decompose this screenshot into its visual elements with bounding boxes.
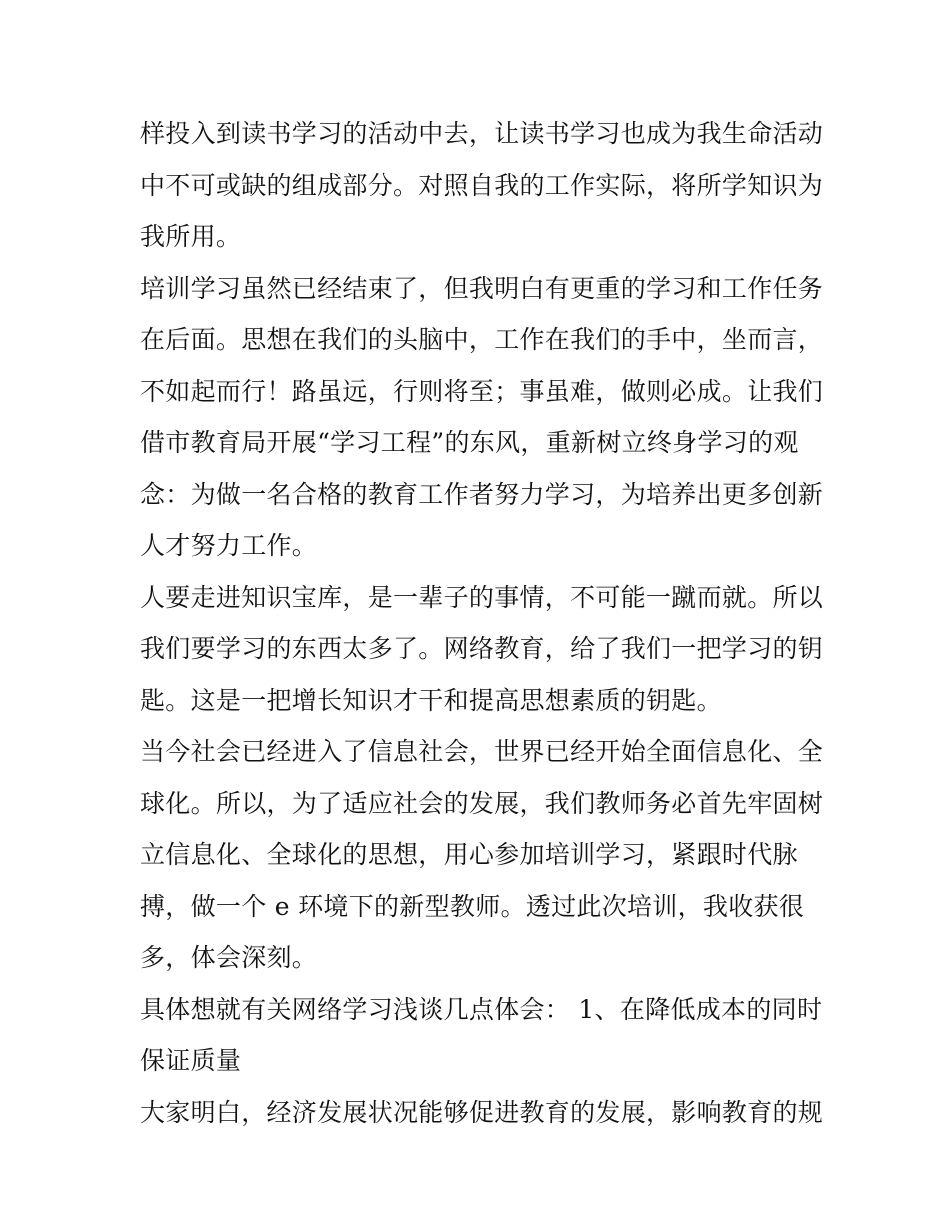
- text-line: 具体想就有关网络学习浅谈几点体会： 1、在降低成本的同时: [140, 994, 823, 1024]
- text-line: 当今社会已经进入了信息社会，世界已经开始全面信息化、全: [140, 737, 824, 766]
- text-line: 人要走进知识宝库，是一辈子的事情，不可能一蹴而就。所以: [140, 582, 824, 612]
- text-line: 培训学习虽然已经结束了，但我明白有更重的学习和工作任务: [140, 273, 824, 303]
- text-line: 念：为做一名合格的教育工作者努力学习，为培养出更多创新: [140, 479, 824, 509]
- paragraph-5: [140, 984, 823, 1087]
- paragraph-6: [140, 1087, 824, 1139]
- text-line: 我们要学习的东西太多了。网络教育，给了我们一把学习的钥: [140, 634, 824, 663]
- text-line: 中不可或缺的组成部分。对照自我的工作实际，将所学知识为: [140, 170, 824, 200]
- text-line: 不如起而行！路虽远，行则将至；事虽难，做则必成。让我们: [140, 376, 824, 406]
- text-line: 多，体会深刻。: [140, 943, 318, 972]
- text-line: 借市教育局开展“学习工程”的东风，重新树立终身学习的观: [140, 428, 799, 457]
- text-line: 匙。这是一把增长知识才干和提高思想素质的钥匙。: [140, 685, 722, 715]
- text-line: 我所用。: [140, 222, 242, 251]
- paragraph-1: [140, 108, 824, 263]
- text-line: 人才努力工作。: [140, 531, 318, 560]
- text-line: 保证质量: [140, 1046, 242, 1075]
- paragraph-3: [140, 572, 824, 727]
- text-line: 立信息化、全球化的思想，用心参加培训学习，紧跟时代脉: [140, 840, 798, 869]
- text-line: 在后面。思想在我们的头脑中，工作在我们的手中，坐而言，: [140, 325, 824, 354]
- text-line: 样投入到读书学习的活动中去，让读书学习也成为我生命活动: [140, 119, 824, 148]
- text-line: 搏，做一个 e 环境下的新型教师。透过此次培训，我收获很: [140, 891, 805, 921]
- paragraph-2: [140, 263, 824, 572]
- paragraph-4: [140, 726, 824, 984]
- text-line: 球化。所以，为了适应社会的发展，我们教师务必首先牢固树: [140, 788, 824, 818]
- text-line: 大家明白，经济发展状况能够促进教育的发展，影响教育的规: [140, 1097, 824, 1127]
- document-body: [140, 108, 824, 1138]
